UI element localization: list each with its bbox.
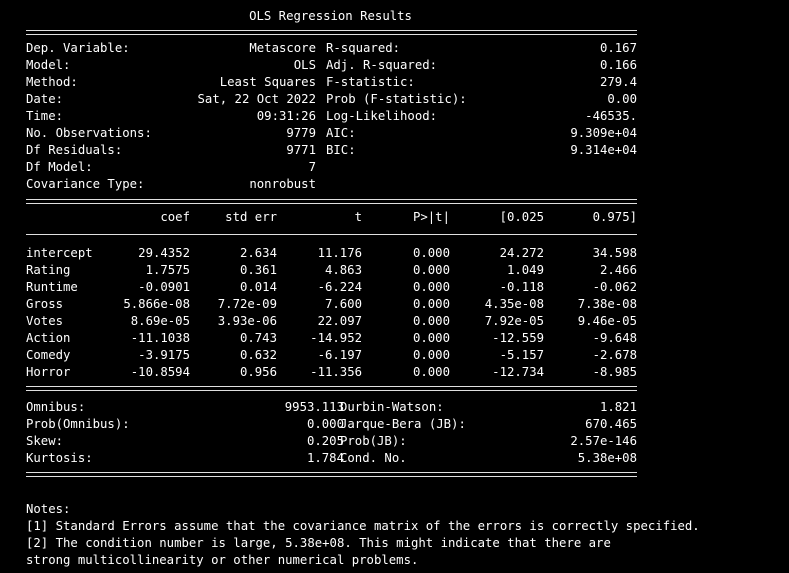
- t-cell: -6.224: [317, 280, 362, 294]
- variable-name: Gross: [26, 297, 64, 311]
- stat-value: 279.4: [599, 75, 637, 89]
- coef-cell: 5.866e-08: [123, 297, 190, 311]
- diagnostic-row: [0, 399, 789, 416]
- ci-lower-cell: -12.559: [492, 331, 544, 345]
- stat-value: 9.314e+04: [570, 143, 637, 157]
- table-row: [0, 347, 789, 364]
- info-label: Time:: [26, 109, 64, 123]
- diagnostic-row: [0, 450, 789, 467]
- coef-cell: -10.8594: [130, 365, 190, 379]
- info-label: No. Observations:: [26, 126, 152, 140]
- diagnostic-row: [0, 433, 789, 450]
- double-rule: [26, 199, 637, 204]
- diagnostic-label: Cond. No.: [340, 451, 407, 465]
- info-value: 7: [308, 160, 316, 174]
- ci-upper-cell: -2.678: [592, 348, 637, 362]
- info-label: Method:: [26, 75, 78, 89]
- info-row: [0, 57, 789, 74]
- stat-value: 0.166: [599, 58, 637, 72]
- variable-name: Rating: [26, 263, 71, 277]
- std-err-cell: 0.956: [239, 365, 277, 379]
- double-rule: [26, 472, 637, 477]
- stat-value: 0.167: [599, 41, 637, 55]
- coef-cell: 29.4352: [138, 246, 190, 260]
- p-value-cell: 0.000: [412, 348, 450, 362]
- coef-table-header: [0, 209, 789, 226]
- coef-cell: 8.69e-05: [130, 314, 190, 328]
- p-value-cell: 0.000: [412, 365, 450, 379]
- diagnostic-label: Durbin-Watson:: [340, 400, 444, 414]
- coef-cell: -3.9175: [138, 348, 190, 362]
- std-err-cell: 0.361: [239, 263, 277, 277]
- diagnostic-label: Omnibus:: [26, 400, 86, 414]
- note-line: strong multicollinearity or other numerical problems.: [26, 553, 419, 567]
- column-header-ci-upper: 0.975]: [592, 210, 637, 224]
- p-value-cell: 0.000: [412, 331, 450, 345]
- t-cell: -11.356: [310, 365, 362, 379]
- info-label: Df Residuals:: [26, 143, 123, 157]
- stat-label: AIC:: [326, 126, 356, 140]
- p-value-cell: 0.000: [412, 297, 450, 311]
- note-line: [1] Standard Errors assume that the covariance matrix of the errors is correctly specified.: [26, 519, 700, 533]
- diagnostic-label: Jarque-Bera (JB):: [340, 417, 466, 431]
- p-value-cell: 0.000: [412, 263, 450, 277]
- diagnostic-value: 1.821: [599, 400, 637, 414]
- info-value: OLS: [293, 58, 316, 72]
- t-cell: 22.097: [317, 314, 362, 328]
- info-row: [0, 91, 789, 108]
- stat-label: R-squared:: [326, 41, 401, 55]
- table-row: [0, 364, 789, 381]
- diagnostic-label: Prob(JB):: [340, 434, 407, 448]
- info-row: [0, 176, 789, 193]
- coef-cell: 1.7575: [145, 263, 190, 277]
- stat-label: Adj. R-squared:: [326, 58, 438, 72]
- single-rule: [26, 234, 637, 235]
- info-row: [0, 108, 789, 125]
- variable-name: Action: [26, 331, 71, 345]
- ci-upper-cell: 34.598: [592, 246, 637, 260]
- diagnostic-value: 0.205: [306, 434, 344, 448]
- double-rule: [26, 386, 637, 391]
- diagnostic-value: 670.465: [585, 417, 637, 431]
- table-row: [0, 262, 789, 279]
- diagnostic-value: 0.000: [306, 417, 344, 431]
- variable-name: Horror: [26, 365, 71, 379]
- diagnostic-value: 2.57e-146: [570, 434, 637, 448]
- variable-name: Runtime: [26, 280, 78, 294]
- stat-value: 0.00: [607, 92, 637, 106]
- table-row: [0, 245, 789, 262]
- stat-label: F-statistic:: [326, 75, 415, 89]
- p-value-cell: 0.000: [412, 280, 450, 294]
- notes-heading: Notes:: [26, 502, 71, 516]
- info-label: Df Model:: [26, 160, 93, 174]
- column-header-coef: coef: [160, 210, 190, 224]
- info-label: Date:: [26, 92, 64, 106]
- info-row: [0, 125, 789, 142]
- info-label: Covariance Type:: [26, 177, 145, 191]
- diagnostic-label: Skew:: [26, 434, 64, 448]
- variable-name: Comedy: [26, 348, 71, 362]
- stat-label: BIC:: [326, 143, 356, 157]
- std-err-cell: 7.72e-09: [217, 297, 277, 311]
- diagnostic-label: Prob(Omnibus):: [26, 417, 130, 431]
- ci-lower-cell: 24.272: [499, 246, 544, 260]
- info-value: nonrobust: [249, 177, 316, 191]
- std-err-cell: 0.632: [239, 348, 277, 362]
- diagnostic-value: 1.784: [306, 451, 344, 465]
- variable-name: Votes: [26, 314, 64, 328]
- table-row: [0, 313, 789, 330]
- stat-value: -46535.: [585, 109, 637, 123]
- stat-label: Prob (F-statistic):: [326, 92, 467, 106]
- ci-lower-cell: 7.92e-05: [484, 314, 544, 328]
- info-row: [0, 74, 789, 91]
- stat-label: Log-Likelihood:: [326, 109, 438, 123]
- std-err-cell: 2.634: [239, 246, 277, 260]
- info-label: Model:: [26, 58, 71, 72]
- t-cell: 7.600: [324, 297, 362, 311]
- summary-title: OLS Regression Results: [249, 9, 412, 23]
- note-line: [2] The condition number is large, 5.38e+08. This might indicate that there are: [26, 536, 611, 550]
- column-header-ci-lower: [0.025: [499, 210, 544, 224]
- column-header-std-err: std err: [225, 210, 277, 224]
- p-value-cell: 0.000: [412, 246, 450, 260]
- table-row: [0, 279, 789, 296]
- std-err-cell: 0.014: [239, 280, 277, 294]
- info-value: 9779: [286, 126, 316, 140]
- t-cell: 4.863: [324, 263, 362, 277]
- info-row: [0, 40, 789, 57]
- info-value: Sat, 22 Oct 2022: [197, 92, 316, 106]
- p-value-cell: 0.000: [412, 314, 450, 328]
- diagnostic-value: 9953.113: [284, 400, 344, 414]
- variable-name: intercept: [26, 246, 93, 260]
- ci-upper-cell: 7.38e-08: [577, 297, 637, 311]
- info-row: [0, 142, 789, 159]
- column-header-t: t: [354, 210, 362, 224]
- coef-cell: -0.0901: [138, 280, 190, 294]
- diagnostic-value: 5.38e+08: [577, 451, 637, 465]
- column-header-p-value: P>|t|: [412, 210, 450, 224]
- ci-upper-cell: -9.648: [592, 331, 637, 345]
- ci-upper-cell: -0.062: [592, 280, 637, 294]
- t-cell: -6.197: [317, 348, 362, 362]
- ci-upper-cell: 9.46e-05: [577, 314, 637, 328]
- std-err-cell: 0.743: [239, 331, 277, 345]
- info-value: Metascore: [249, 41, 316, 55]
- ci-lower-cell: -5.157: [499, 348, 544, 362]
- ci-lower-cell: -12.734: [492, 365, 544, 379]
- table-row: [0, 330, 789, 347]
- coef-cell: -11.1038: [130, 331, 190, 345]
- ci-upper-cell: -8.985: [592, 365, 637, 379]
- info-value: 09:31:26: [256, 109, 316, 123]
- diagnostic-label: Kurtosis:: [26, 451, 93, 465]
- std-err-cell: 3.93e-06: [217, 314, 277, 328]
- t-cell: -14.952: [310, 331, 362, 345]
- ci-lower-cell: 1.049: [506, 263, 544, 277]
- ci-lower-cell: -0.118: [499, 280, 544, 294]
- info-value: 9771: [286, 143, 316, 157]
- double-rule: [26, 30, 637, 35]
- info-label: Dep. Variable:: [26, 41, 130, 55]
- table-row: [0, 296, 789, 313]
- info-value: Least Squares: [219, 75, 316, 89]
- ci-upper-cell: 2.466: [599, 263, 637, 277]
- diagnostic-row: [0, 416, 789, 433]
- info-row: [0, 159, 789, 176]
- t-cell: 11.176: [317, 246, 362, 260]
- stat-value: 9.309e+04: [570, 126, 637, 140]
- ci-lower-cell: 4.35e-08: [484, 297, 544, 311]
